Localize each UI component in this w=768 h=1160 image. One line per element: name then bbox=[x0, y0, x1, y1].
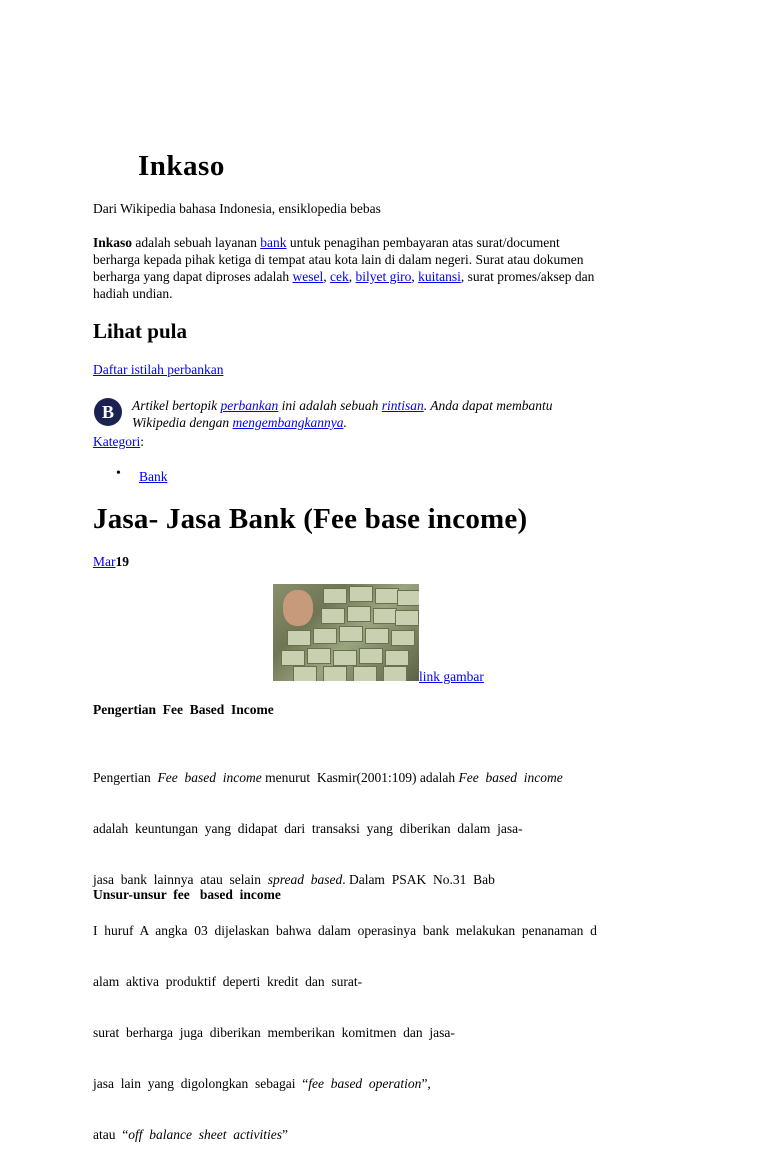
person-shape bbox=[283, 590, 313, 626]
bill-stack bbox=[347, 606, 371, 622]
bill-stack bbox=[391, 630, 415, 646]
para-line: alam aktiva produktif deperti kredit dan surat- bbox=[93, 974, 363, 989]
bill-stack bbox=[383, 666, 407, 681]
intro-bold: Inkaso bbox=[93, 235, 133, 250]
para-text: ”, bbox=[421, 1076, 431, 1091]
para-text: ” bbox=[281, 1127, 288, 1142]
date-day: 19 bbox=[115, 554, 129, 569]
stub-notice bbox=[132, 397, 553, 431]
money-stack-image bbox=[273, 584, 419, 681]
link-date-month[interactable]: Mar bbox=[93, 554, 116, 569]
heading-lihat-pula: Lihat pula bbox=[93, 319, 187, 343]
link-daftar-istilah[interactable]: Daftar istilah perbankan bbox=[93, 362, 224, 377]
page-title-jasa-bank: Jasa- Jasa Bank (Fee base income) bbox=[93, 503, 528, 535]
stub-text: Wikipedia dengan bbox=[132, 415, 233, 430]
link-mengembangkannya[interactable]: mengembangkannya bbox=[232, 415, 344, 430]
bill-stack bbox=[287, 630, 311, 646]
bullet-icon: • bbox=[116, 466, 121, 481]
para-line: adalah keuntungan yang didapat dari transaksi yang diberikan dalam jasa- bbox=[93, 821, 523, 836]
para-text: menurut Kasmir(2001:109) adalah bbox=[261, 770, 459, 785]
para-italic: spread based bbox=[267, 872, 343, 887]
link-rintisan[interactable]: rintisan bbox=[381, 398, 424, 413]
bill-stack bbox=[353, 666, 377, 681]
bank-logo-icon: B bbox=[94, 398, 122, 426]
link-perbankan[interactable]: perbankan bbox=[220, 398, 279, 413]
stub-text: . bbox=[343, 415, 347, 430]
intro-line2: berharga kepada pihak ketiga di tempat atau kota lain di dalam negeri. Surat atau dokumen bbox=[93, 252, 584, 267]
kategori-line bbox=[93, 433, 144, 450]
separator: , bbox=[348, 269, 356, 284]
paragraph-pengertian bbox=[93, 735, 683, 1160]
stub-text: ini adalah sebuah bbox=[278, 398, 382, 413]
link-bank[interactable]: bank bbox=[260, 235, 287, 250]
intro-text: , surat promes/aksep dan bbox=[460, 269, 595, 284]
link-gambar[interactable]: link gambar bbox=[419, 669, 484, 684]
para-italic: off balance sheet activities bbox=[128, 1127, 282, 1142]
para-text: jasa lain yang digolongkan sebagai “ bbox=[93, 1076, 309, 1091]
intro-paragraph bbox=[93, 234, 693, 302]
link-cek[interactable]: cek bbox=[330, 269, 349, 284]
para-text: Pengertian bbox=[93, 770, 158, 785]
bill-stack bbox=[333, 650, 357, 666]
separator: , bbox=[411, 269, 419, 284]
link-kuitansi[interactable]: kuitansi bbox=[418, 269, 461, 284]
bill-stack bbox=[359, 648, 383, 664]
para-italic: Fee based income bbox=[458, 770, 563, 785]
separator: , bbox=[323, 269, 331, 284]
intro-line4: hadiah undian. bbox=[93, 286, 173, 301]
heading-unsur: Unsur-unsur fee based income bbox=[93, 887, 281, 902]
bill-stack bbox=[323, 666, 347, 681]
para-line: I huruf A angka 03 dijelaskan bahwa dalam operasinya bank melakukan penanaman d bbox=[93, 923, 597, 938]
bill-stack bbox=[307, 648, 331, 664]
para-italic: Fee based income bbox=[157, 770, 262, 785]
para-text: atau “ bbox=[93, 1127, 129, 1142]
subtitle: Dari Wikipedia bahasa Indonesia, ensiklopedia bebas bbox=[93, 201, 381, 216]
bill-stack bbox=[385, 650, 409, 666]
intro-text: adalah sebuah layanan bbox=[132, 235, 261, 250]
bill-stack bbox=[349, 586, 373, 602]
post-date bbox=[93, 553, 129, 570]
link-bilyet-giro[interactable]: bilyet giro bbox=[355, 269, 412, 284]
link-category-bank[interactable]: Bank bbox=[139, 469, 168, 484]
bill-stack bbox=[373, 608, 397, 624]
bill-stack bbox=[375, 588, 399, 604]
bill-stack bbox=[293, 666, 317, 681]
bill-stack bbox=[397, 590, 419, 606]
kategori-colon: : bbox=[140, 434, 144, 449]
stub-text: . Anda dapat membantu bbox=[423, 398, 553, 413]
link-wesel[interactable]: wesel bbox=[292, 269, 324, 284]
para-italic: fee based operation bbox=[308, 1076, 422, 1091]
bill-stack bbox=[339, 626, 363, 642]
bill-stack bbox=[323, 588, 347, 604]
intro-text: berharga yang dapat diproses adalah bbox=[93, 269, 293, 284]
link-kategori[interactable]: Kategori bbox=[93, 434, 141, 449]
bill-stack bbox=[365, 628, 389, 644]
bill-stack bbox=[313, 628, 337, 644]
bill-stack bbox=[321, 608, 345, 624]
para-line: surat berharga juga diberikan memberikan komitmen dan jasa- bbox=[93, 1025, 455, 1040]
para-text: jasa bank lainnya atau selain bbox=[93, 872, 268, 887]
heading-pengertian: Pengertian Fee Based Income bbox=[93, 702, 274, 717]
page-title-inkaso: Inkaso bbox=[138, 150, 225, 182]
bill-stack bbox=[395, 610, 419, 626]
para-text: . Dalam PSAK No.31 Bab bbox=[342, 872, 495, 887]
bill-stack bbox=[281, 650, 305, 666]
intro-text: untuk penagihan pembayaran atas surat/document bbox=[286, 235, 560, 250]
stub-text: Artikel bertopik bbox=[132, 398, 221, 413]
